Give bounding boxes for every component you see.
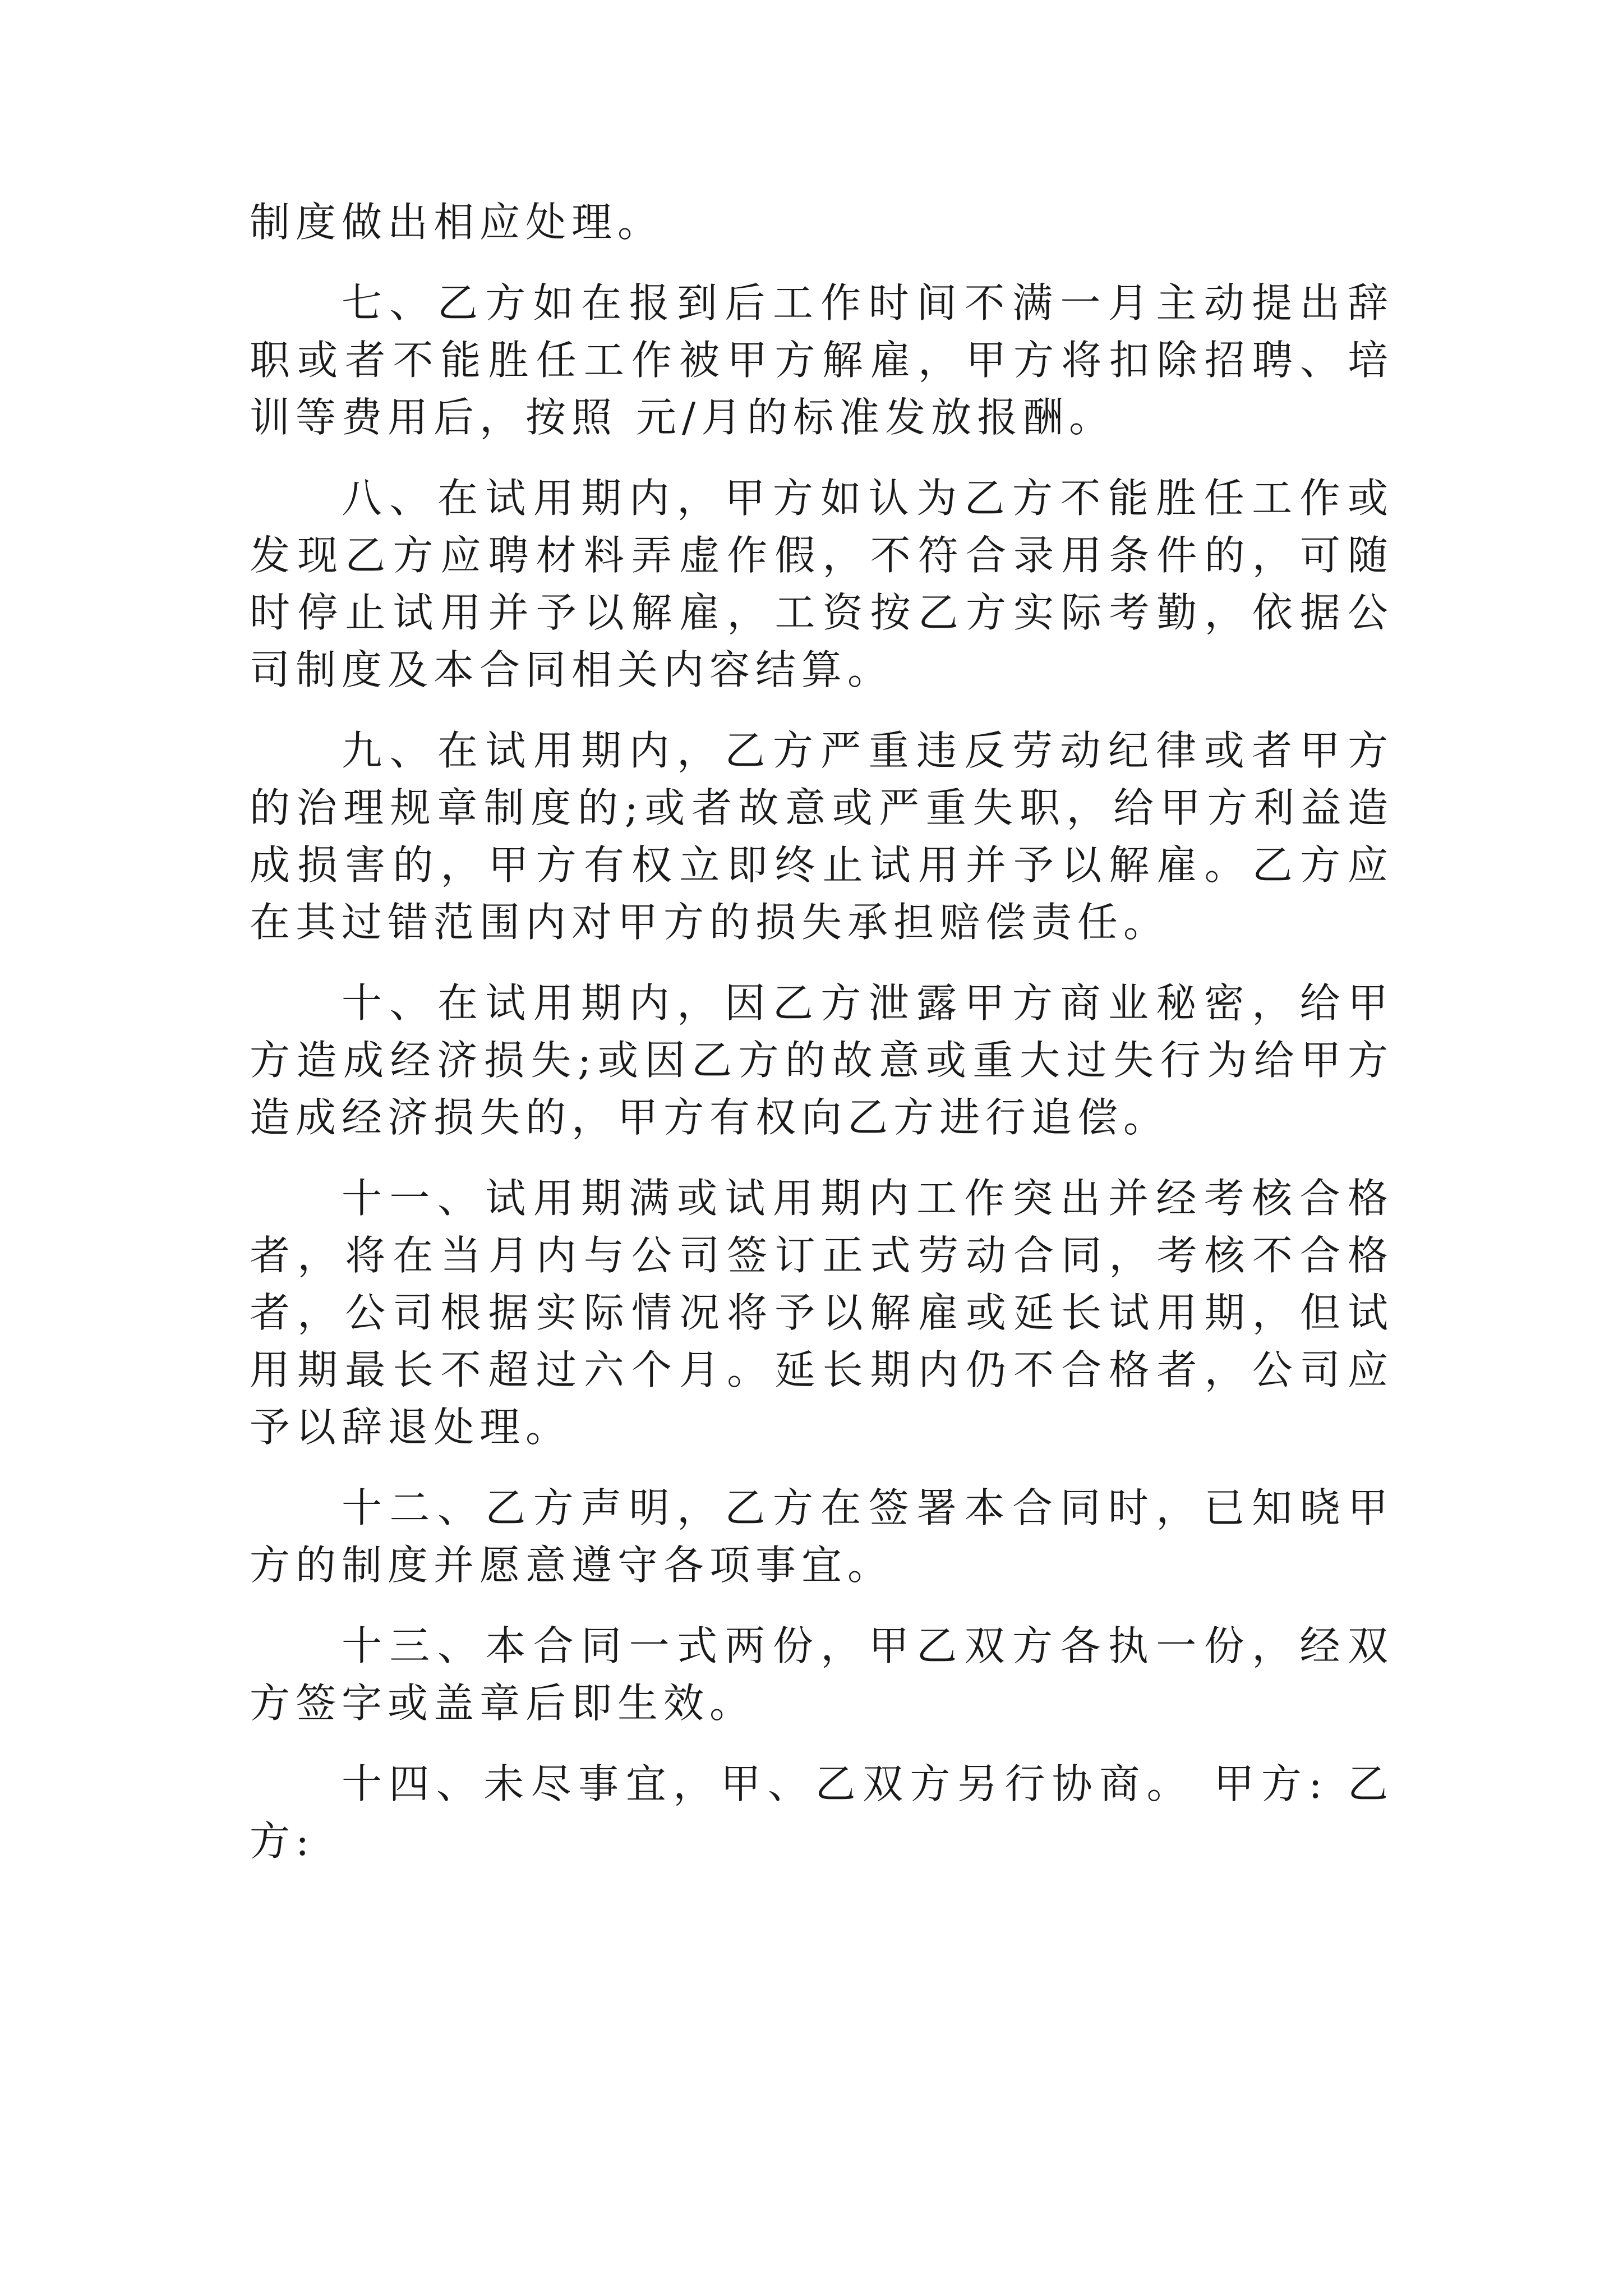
clause-14 bbox=[250, 1755, 1394, 1870]
document-body bbox=[250, 194, 1394, 1893]
paragraph-continued: 制度做出相应处理。 bbox=[250, 199, 664, 246]
signature-party-b: 乙方: bbox=[250, 1760, 1394, 1865]
clause-14-text: 十四、未尽事宜，甲、乙双方另行协商。 bbox=[342, 1760, 1195, 1807]
clause-10: 十、在试用期内，因乙方泄露甲方商业秘密，给甲方造成经济损失;或因乙方的故意或重大过失行为给甲方造成经济损失的，甲方有权向乙方进行追偿。 bbox=[250, 979, 1394, 1141]
clause-11: 十一、试用期满或试用期内工作突出并经考核合格者，将在当月内与公司签订正式劳动合同，考核不合格者，公司根据实际情况将予以解雇或延长试用期，但试用期最长不超过六个月。延长期内仍不合格者，公司应予以辞退处理。 bbox=[250, 1175, 1394, 1451]
clause-13: 十三、本合同一式两份，甲乙双方各执一份，经双方签字或盖章后即生效。 bbox=[250, 1622, 1394, 1727]
clause-7: 七、乙方如在报到后工作时间不满一月主动提出辞职或者不能胜任工作被甲方解雇，甲方将扣除招聘、培训等费用后，按照 元/月的标准发放报酬。 bbox=[250, 279, 1394, 441]
clause-12: 十二、乙方声明，乙方在签署本合同时，已知晓甲方的制度并愿意遵守各项事宜。 bbox=[250, 1484, 1394, 1589]
clause-9: 九、在试用期内，乙方严重违反劳动纪律或者甲方的治理规章制度的;或者故意或严重失职，给甲方利益造成损害的，甲方有权立即终止试用并予以解雇。乙方应在其过错范围内对甲方的损失承担赔偿责任。 bbox=[250, 727, 1394, 946]
signature-party-a: 甲方: bbox=[1214, 1760, 1328, 1807]
clause-8: 八、在试用期内，甲方如认为乙方不能胜任工作或发现乙方应聘材料弄虚作假，不符合录用条件的，可随时停止试用并予以解雇，工资按乙方实际考勤，依据公司制度及本合同相关内容结算。 bbox=[250, 475, 1394, 693]
